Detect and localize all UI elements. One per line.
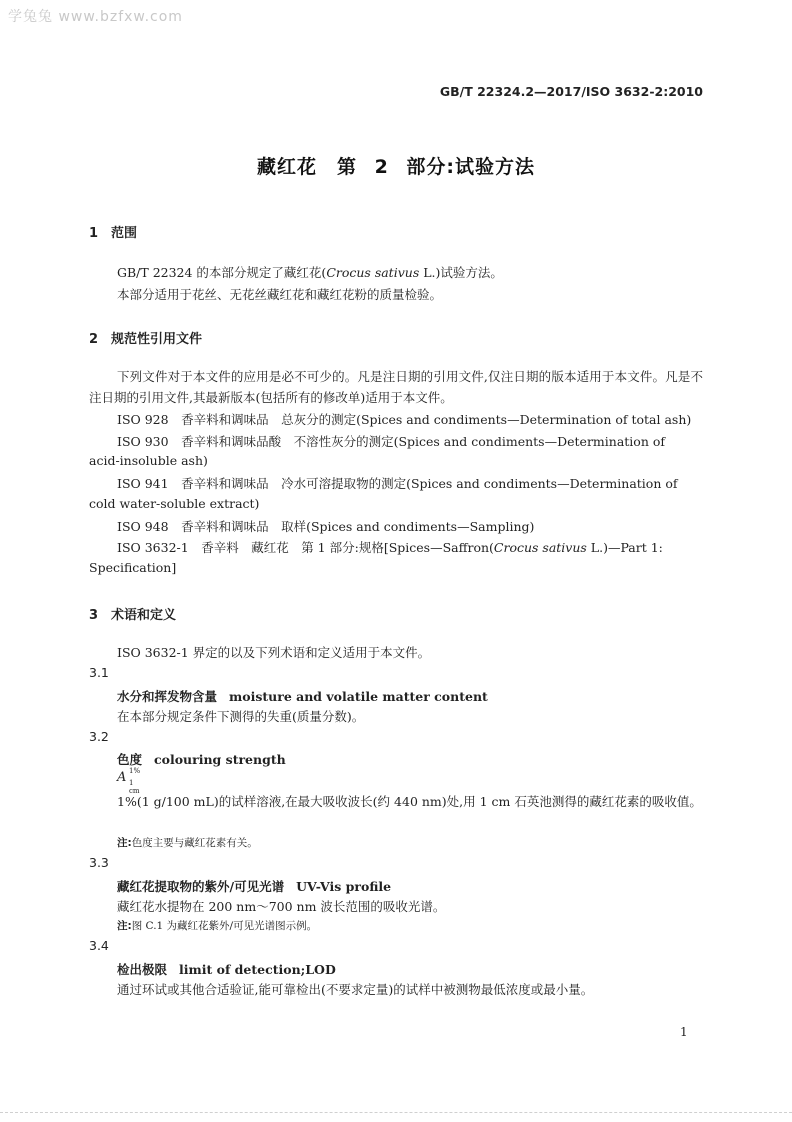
- watermark: 学兔兔 www.bzfxw.com: [8, 9, 183, 25]
- text: L.)—Part 1:: [586, 540, 663, 555]
- note-label: 注:: [117, 920, 132, 932]
- note-3-2: [117, 835, 258, 850]
- section-number: 1: [89, 226, 99, 241]
- term-3-2: [117, 750, 286, 768]
- section-1-heading: [89, 222, 137, 241]
- clause-3-1-number: 3.1: [89, 665, 109, 680]
- section-3-heading: [89, 604, 176, 623]
- section-number: 3: [89, 608, 99, 623]
- term-en: limit of detection;LOD: [179, 962, 336, 977]
- scope-paragraph-2: 本部分适用于花丝、无花丝藏红花和藏红花粉的质量检验。: [117, 287, 443, 302]
- section-number: 2: [89, 332, 99, 347]
- term-3-3: [117, 877, 391, 895]
- page-number: 1: [680, 1025, 688, 1039]
- definition-3-1: 在本部分规定条件下测得的失重(质量分数)。: [117, 709, 365, 724]
- definition-3-3: 藏红花水提物在 200 nm～700 nm 波长范围的吸收光谱。: [117, 899, 446, 914]
- symbol-a-1cm: [117, 767, 141, 795]
- references-intro: 下列文件对于本文件的应用是必不可少的。凡是注日期的引用文件,仅注日期的版本适用于本文件。凡是不注日期的引用文件,其最新版本(包括所有的修改单)适用于本文件。: [89, 369, 703, 405]
- symbol-letter: A: [117, 770, 127, 785]
- scope-paragraph-1: [117, 263, 503, 281]
- clause-3-4-number: 3.4: [89, 938, 109, 953]
- section-title: 术语和定义: [111, 608, 177, 623]
- reference-iso-941-line1: ISO 941 香辛料和调味品 冷水可溶提取物的测定(Spices and condiments—Determination of: [117, 476, 678, 491]
- terms-intro: ISO 3632-1 界定的以及下列术语和定义适用于本文件。: [117, 645, 431, 660]
- note-label: 注:: [117, 837, 132, 849]
- note-3-3: [117, 918, 317, 933]
- term-en: colouring strength: [154, 752, 286, 767]
- reference-iso-941-line2: cold water-soluble extract): [89, 496, 260, 511]
- symbol-superscript: 1%: [129, 767, 141, 775]
- latin-name: Crocus sativus: [326, 265, 420, 280]
- term-3-1: [117, 687, 488, 705]
- term-3-4: [117, 960, 336, 978]
- reference-iso-948: ISO 948 香辛料和调味品 取样(Spices and condiments—Sampling): [117, 519, 535, 534]
- term-zh: 检出极限: [117, 962, 168, 977]
- reference-iso-3632-1-line1: [117, 538, 663, 556]
- symbol-subscript: 1 cm: [129, 779, 140, 795]
- term-zh: 色度: [117, 752, 143, 767]
- text: GB/T 22324 的本部分规定了藏红花(: [117, 265, 327, 280]
- section-2-heading: [89, 328, 202, 347]
- latin-name: Crocus sativus: [493, 540, 587, 555]
- note-text: 图 C.1 为藏红花紫外/可见光谱图示例。: [131, 920, 318, 932]
- section-title: 范围: [111, 226, 138, 241]
- bottom-divider: [0, 1112, 792, 1113]
- reference-iso-930-line1: ISO 930 香辛料和调味品酸 不溶性灰分的测定(Spices and condiments—Determination of: [117, 434, 665, 449]
- term-zh: 水分和挥发物含量: [117, 689, 218, 704]
- term-zh: 藏红花提取物的紫外/可见光谱: [117, 879, 285, 894]
- clause-3-2-number: 3.2: [89, 729, 109, 744]
- term-en: moisture and volatile matter content: [229, 689, 488, 704]
- text: L.)试验方法。: [419, 265, 503, 280]
- term-en: UV-Vis profile: [296, 879, 392, 894]
- standard-number: GB/T 22324.2—2017/ISO 3632-2:2010: [439, 84, 703, 99]
- reference-iso-928: ISO 928 香辛料和调味品 总灰分的测定(Spices and condiments—Determination of total ash): [117, 412, 692, 427]
- reference-iso-930-line2: acid-insoluble ash): [89, 453, 208, 468]
- definition-3-2: 1%(1 g/100 mL)的试样溶液,在最大吸收波长(约 440 nm)处,用 1 cm 石英池测得的藏红花素的吸收值。: [117, 794, 702, 809]
- document-title: 藏红花 第 2 部分:试验方法: [256, 156, 536, 178]
- section-title: 规范性引用文件: [111, 332, 203, 347]
- note-text: 色度主要与藏红花素有关。: [131, 837, 258, 849]
- definition-3-4: 通过环试或其他合适验证,能可靠检出(不要求定量)的试样中被测物最低浓度或最小量。: [117, 982, 594, 997]
- clause-3-3-number: 3.3: [89, 855, 109, 870]
- text: ISO 3632-1 香辛料 藏红花 第 1 部分:规格[Spices—Saffron(: [117, 540, 494, 555]
- reference-iso-3632-1-line2: Specification]: [89, 560, 177, 575]
